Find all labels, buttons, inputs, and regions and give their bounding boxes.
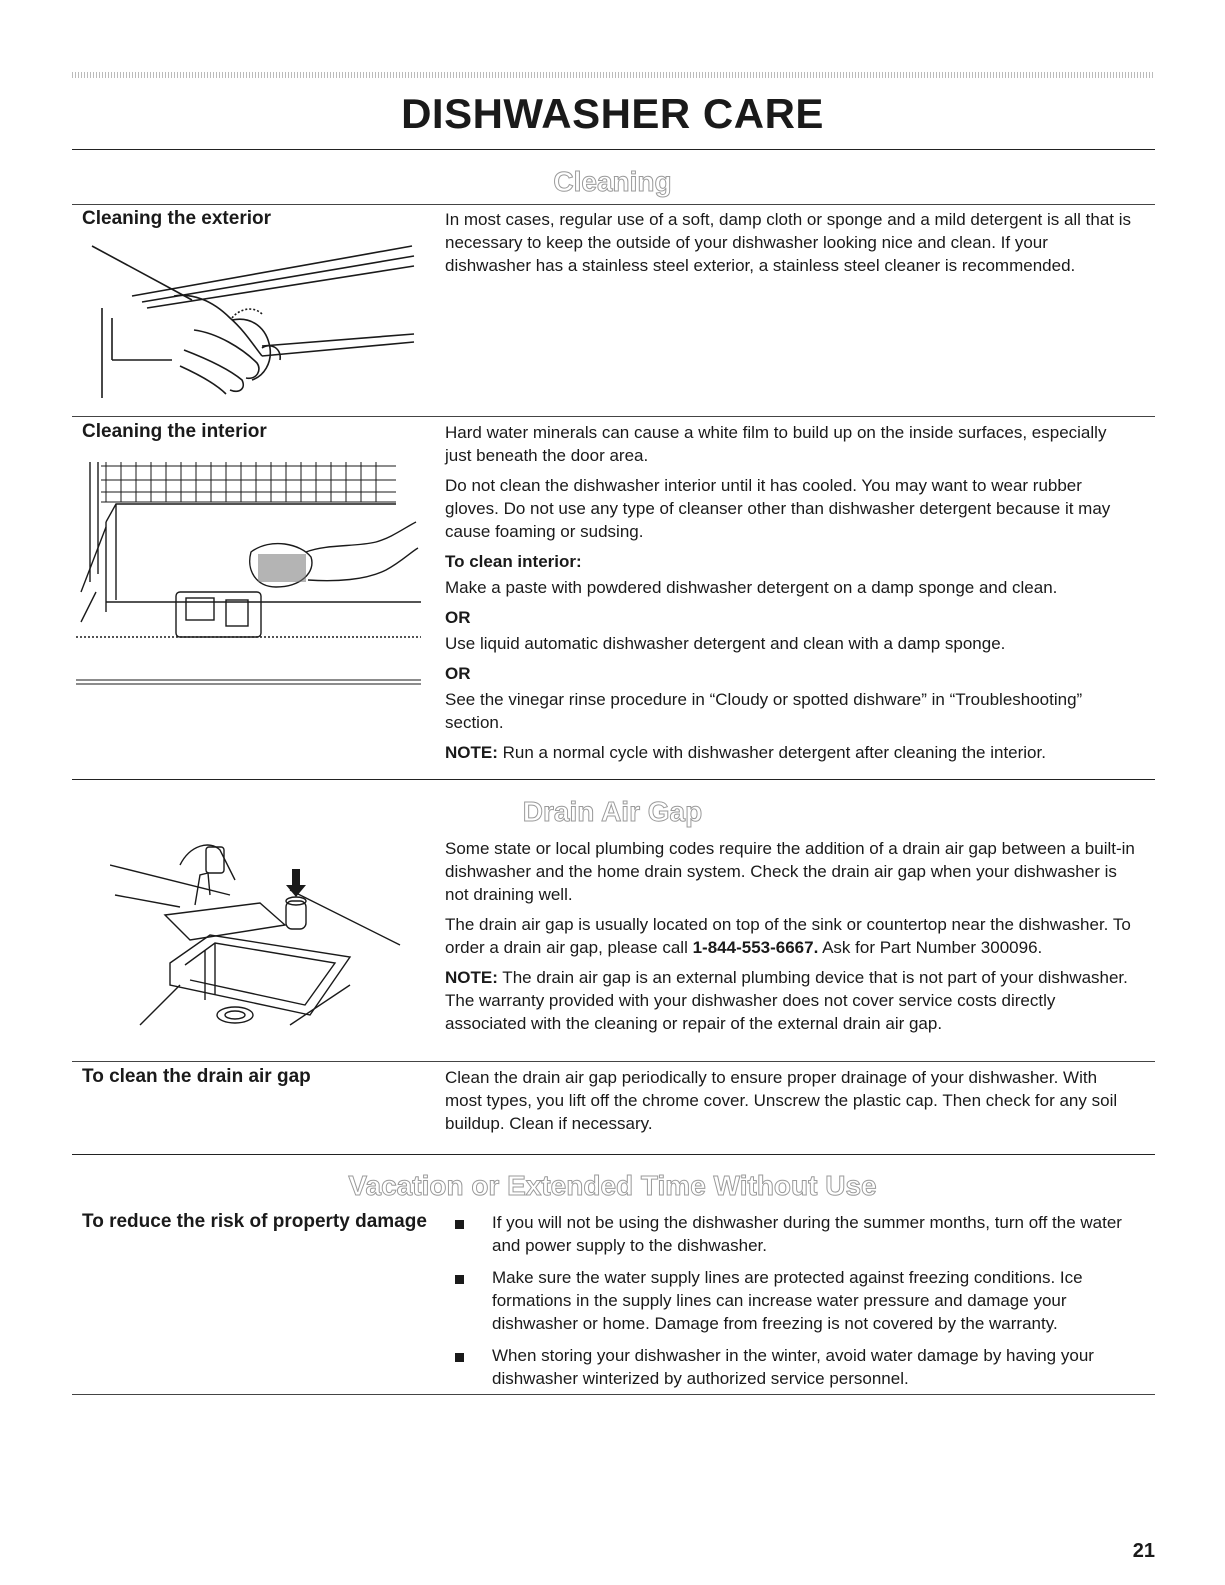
drain-paragraph-1: Some state or local plumbing codes require the addition of a drain air gap between a built-in dishwasher and the home drain system. Check the drain air gap when your dishwasher is not draining well. (445, 839, 1135, 904)
divider (72, 1154, 1155, 1155)
page-number: 21 (1132, 1540, 1155, 1562)
exterior-text-block (445, 208, 1135, 284)
interior-note (445, 741, 1135, 764)
note-label: NOTE: (445, 743, 498, 762)
interior-text-block (445, 421, 1135, 771)
clean-drain-paragraph: Clean the drain air gap periodically to ensure proper drainage of your dishwasher. With most types, you lift off the chrome cover. Unscrew the plastic cap. Then check for any soil buildup. Clean if necessary. (445, 1068, 1118, 1133)
interior-paragraph-2: Do not clean the dishwasher interior until it has cooled. You may want to wear rubber gloves. Do not use any type of cleanser other than dishwasher detergent because it may cause foaming or sudsing. (445, 476, 1111, 541)
note-text: The drain air gap is an external plumbing device that is not part of your dishwasher. The warranty provided with your dishwasher does not cover service costs directly associated with the cleaning or repair of the external drain air gap. (445, 968, 1128, 1033)
drain-text-block (445, 837, 1135, 1042)
list-item-text: Make sure the water supply lines are protected against freezing conditions. Ice formations in the supply lines can increase water pressure and damage your dishwasher or home. Damage from freezing is not covered by the warranty. (492, 1268, 1083, 1333)
drain-air-gap-illustration (110, 835, 410, 1040)
divider (72, 1061, 1155, 1062)
list-item (455, 1211, 1145, 1257)
list-item (455, 1266, 1145, 1335)
drain-paragraph-2 (445, 913, 1135, 959)
divider (72, 416, 1155, 417)
section-heading-cleaning: Cleaning (553, 166, 672, 197)
note-text: Run a normal cycle with dishwasher detergent after cleaning the interior. (497, 743, 1046, 762)
interior-option-3: See the vinegar rinse procedure in “Cloudy or spotted dishware” in “Troubleshooting” section. (445, 690, 1083, 732)
interior-option-1: Make a paste with powdered dishwasher detergent on a damp sponge and clean. (445, 578, 1058, 597)
top-decorative-band (72, 72, 1155, 78)
exterior-cleaning-illustration (82, 238, 422, 410)
sponge-shading (258, 554, 306, 582)
clean-drain-text-block (445, 1066, 1135, 1142)
section-heading-drain-air-gap: Drain Air Gap (522, 796, 703, 827)
bullet-square-icon (455, 1353, 464, 1362)
divider (72, 1394, 1155, 1395)
interior-subheading: To clean interior: (445, 552, 582, 571)
part-number-text: Ask for Part Number 300096. (818, 938, 1043, 957)
label-cleaning-interior: Cleaning the interior (82, 421, 267, 442)
bullet-square-icon (455, 1220, 464, 1229)
label-cleaning-exterior: Cleaning the exterior (82, 208, 271, 229)
interior-option-2: Use liquid automatic dishwasher detergent and clean with a damp sponge. (445, 634, 1006, 653)
list-item-text: If you will not be using the dishwasher during the summer months, turn off the water and power supply to the dishwasher. (492, 1213, 1122, 1255)
page-title: DISHWASHER CARE (401, 90, 824, 137)
divider (72, 779, 1155, 780)
or-separator: OR (445, 608, 471, 627)
interior-paragraph-1: Hard water minerals can cause a white film to build up on the inside surfaces, especially just beneath the door area. (445, 423, 1107, 465)
label-reduce-risk: To reduce the risk of property damage (82, 1211, 427, 1232)
drain-order-text: The drain air gap is usually located on top of the sink or countertop near the dishwasher. To order a drain air gap, please call (445, 915, 1131, 957)
label-clean-drain-air-gap: To clean the drain air gap (82, 1066, 311, 1087)
interior-cleaning-illustration (76, 452, 426, 690)
bullet-square-icon (455, 1275, 464, 1284)
vacation-bullet-list (455, 1211, 1145, 1399)
title-divider (72, 149, 1155, 150)
exterior-paragraph: In most cases, regular use of a soft, damp cloth or sponge and a mild detergent is all that is necessary to keep the outside of your dishwasher looking nice and clean. If your dishwasher has a stainless steel exterior, a stainless steel cleaner is recommended. (445, 210, 1132, 275)
list-item-text: When storing your dishwasher in the winter, avoid water damage by having your dishwasher winterized by authorized service personnel. (492, 1346, 1094, 1388)
list-item (455, 1344, 1145, 1390)
note-label: NOTE: (445, 968, 498, 987)
phone-number: 1-844-553-6667. (692, 938, 819, 957)
or-separator: OR (445, 664, 471, 683)
divider (72, 204, 1155, 205)
section-heading-vacation: Vacation or Extended Time Without Use (348, 1170, 877, 1201)
drain-note (445, 966, 1135, 1035)
